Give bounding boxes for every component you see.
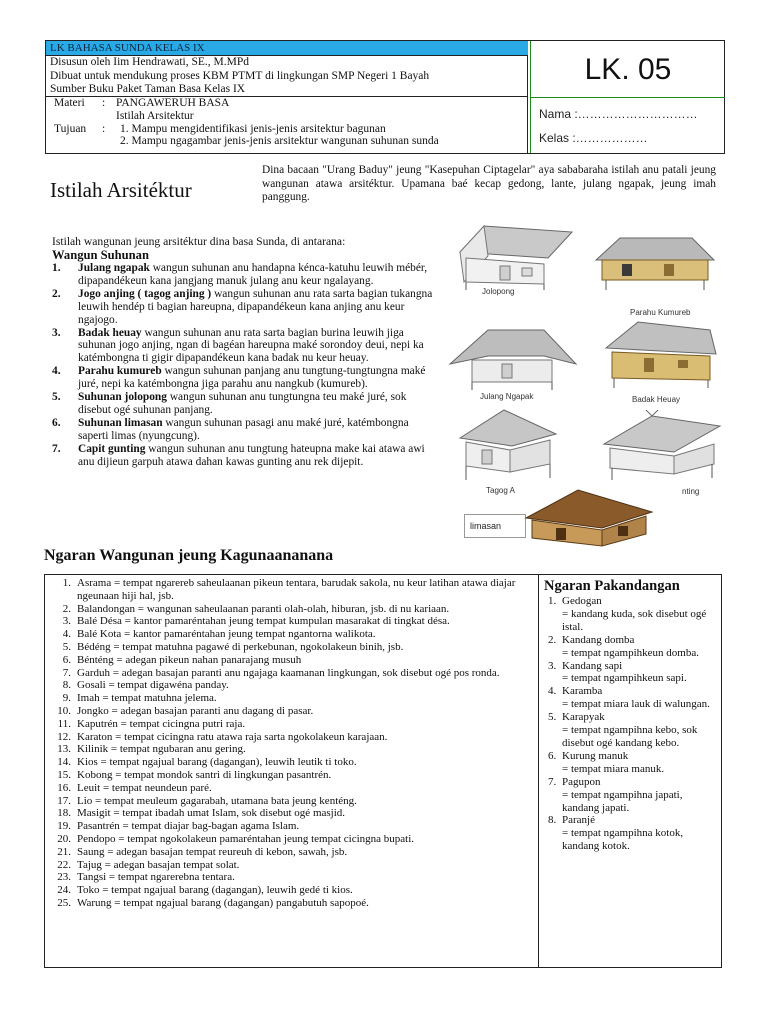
list-item: 2. Kandang domba = tempat ngampihkeun domba. bbox=[548, 633, 699, 659]
section-title: Istilah Arsitéktur bbox=[50, 178, 192, 202]
class-field: Kelas :……………… bbox=[539, 131, 648, 145]
intro-paragraph: Dina bacaan "Urang Baduy" jeung "Kasepuhan Ciptagelar" aya sababaraha istilah anu patali jeung wangunan atawa arsitéktur. Upamana baé kecap gedong, lante, julang ngapak, jeung imah panggung. bbox=[262, 164, 716, 203]
list-item: 19. Pasantrén = tempat diajar bag-bagan agama Islam. bbox=[57, 820, 300, 833]
list-item: 23. Tangsi = tempat ngarerebna tentara. bbox=[57, 871, 235, 884]
badak-heuay-house-illustration bbox=[598, 318, 722, 392]
limasan-house-illustration bbox=[522, 488, 656, 550]
tujuan-1: 1. Mampu mengidentifikasi jenis-jenis arsitektur bagunan bbox=[120, 122, 386, 135]
worksheet-code: LK. 05 bbox=[584, 53, 672, 86]
list-item: 6. Suhunan limasan wangun suhunan pasagi anu maké juré, katémbongna saperti limas (nyungcung). bbox=[52, 416, 409, 442]
list-item: 25. Warung = tempat ngajual barang (dagangan) pangabutuh sapopoé. bbox=[57, 896, 369, 909]
jolopong-caption: Jolopong bbox=[482, 287, 515, 296]
list-item: 24. Toko = tempat ngajual barang (dagangan), leuwih gedé ti kios. bbox=[57, 884, 353, 897]
list-item: 7. Garduh = adegan basajan paranti anu ngajaga kaamanan lingkungan, sok disebut ogé pos ronda. bbox=[62, 666, 500, 679]
limasan-label-box bbox=[464, 514, 526, 538]
list-item: 15. Kobong = tempat mondok santri di lingkungan pasantrén. bbox=[57, 768, 332, 781]
list-item: 5. Suhunan jolopong wangun suhunan anu tungtungna teu maké juré, sok disebut ogé suhunan panjang. bbox=[52, 391, 407, 416]
parahu-kumureb-house-illustration bbox=[592, 234, 718, 296]
list-item: 5. Karapyak = tempat ngampihna kebo, sok disebut ogé kandang kebo. bbox=[548, 711, 698, 749]
tujuan-colon: : bbox=[102, 122, 106, 135]
purpose-line: Dibuat untuk mendukung proses KBM PTMT di lingkungan SMP Negeri 1 Bayah bbox=[50, 69, 430, 82]
materi-value-2: Istilah Arsitektur bbox=[116, 109, 194, 122]
list-item: 3. Badak heuay wangun suhunan anu rata sarta bagian burina leuwih jiga suhunan jogo anjing, ngan di bagéan hareupna maké sorondoy deui, nepi ka katémbongna ti gigir dipapandékeun kana badak nu keur heuay. bbox=[52, 326, 424, 365]
header-divider bbox=[531, 97, 725, 98]
list-item: 10. Jongko = adegan basajan paranti anu dagang di pasar. bbox=[57, 704, 314, 717]
list-item: 5. Bédéng = tempat matuhna pagawé di perkebunan, ngokolakeun binih, jsb. bbox=[62, 640, 404, 653]
list-item: 2. Balandongan = wangunan saheulaanan paranti olah-olah, hiburan, jsb. di nu kariaan. bbox=[62, 602, 450, 615]
list-item: 1. Gedogan = kandang kuda, sok disebut ogé istal. bbox=[548, 595, 707, 633]
materi-label: Materi bbox=[54, 97, 85, 109]
julang-caption: Julang Ngapak bbox=[480, 392, 534, 401]
buildings-list bbox=[51, 577, 535, 910]
header-id bbox=[530, 41, 724, 153]
list-item: 12. Karaton = tempat cicingna ratu atawa raja sarta ngokolakeun karajaan. bbox=[57, 730, 388, 743]
julang-ngapak-house-illustration bbox=[448, 320, 578, 392]
materi-block bbox=[46, 97, 528, 153]
list-item: 6. Kurung manuk = tempat miara manuk. bbox=[548, 749, 665, 775]
materi-colon: : bbox=[102, 97, 106, 109]
author-line: Disusun oleh Iim Hendrawati, SE., M.MPd bbox=[50, 56, 250, 68]
roof-types-list bbox=[52, 262, 438, 469]
materi-value: PANGAWERUH BASA bbox=[116, 97, 230, 109]
subject-bar: LK BAHASA SUNDA KELAS IX bbox=[46, 41, 528, 55]
author-block bbox=[46, 55, 528, 97]
intro-lead: Istilah wangunan jeung arsitéktur dina basa Sunda, di antarana: bbox=[52, 235, 346, 248]
list-item: 14. Kios = tempat ngajual barang (dagangan), leuwih leutik ti toko. bbox=[57, 756, 357, 769]
list-item: 7. Capit gunting wangun suhunan anu tungtung hateupna make kai atawa awi anu dijieun garpuh atawa dahan kawas gunting anu rek dijepit. bbox=[52, 442, 425, 468]
buildings-table bbox=[44, 574, 722, 968]
parahu-caption: Parahu Kumureb bbox=[630, 308, 691, 317]
list-item: 8. Gosali = tempat digawéna panday. bbox=[62, 679, 229, 692]
list-item: 20. Pendopo = tempat ngokolakeun pamaréntahan jeung tempat cicingna bupati. bbox=[57, 832, 415, 845]
list-item: 3. Kandang sapi = tempat ngampihkeun sapi. bbox=[548, 659, 687, 685]
tujuan-2: 2. Mampu ngagambar jenis-jenis arsitektur wangunan suhunan sunda bbox=[120, 135, 439, 148]
list-item: 13. Kilinik = tempat ngubaran anu gering. bbox=[57, 743, 246, 756]
list-item: 9. Imah = tempat matuhna jelema. bbox=[62, 692, 217, 705]
list-item: 1. Asrama = tempat ngarereb saheulaanan pikeun tentara, barudak sakola, nu keur latihan atawa diajar ngeunaan hiji hal, jsb. bbox=[62, 577, 516, 602]
list-item: 1. Julang ngapak wangun suhunan anu handapna kénca-katuhu leuwih mébér, dipapandékeun kana jangjang manuk julang anu keur ngalayang. bbox=[52, 262, 428, 287]
tagog-caption: Tagog A bbox=[486, 486, 515, 495]
tujuan-label: Tujuan bbox=[54, 122, 87, 135]
badak-caption: Badak Heuay bbox=[632, 395, 681, 404]
list-item: 2. Jogo anjing ( tagog anjing ) wangun suhunan anu rata sarta bagian tukangna leuwih hendép ti bagian hareupna, dipapandékeun kana anjing anu keur ngajogo. bbox=[52, 287, 433, 326]
list-item: 21. Saung = adegan basajan tempat reureuh di kebon, sawah, jsb. bbox=[57, 845, 348, 858]
list-item: 6. Bénténg = adegan pikeun nahan panarajang musuh bbox=[62, 653, 302, 666]
list-item: 4. Parahu kumureb wangun suhunan panjang anu tungtung-tungtungna maké juré, nepi ka katémbongna jiga parahu anu nangkub (kumureb). bbox=[52, 365, 426, 391]
buildings-section-title: Ngaran Wangunan jeung Kagunaananana bbox=[44, 547, 334, 564]
pakandangan-list bbox=[544, 595, 720, 853]
pakandangan-title: Ngaran Pakandangan bbox=[544, 578, 680, 594]
list-item: 3. Balé Désa = kantor pamaréntahan jeung tempat kumpulan masarakat di tingkat désa. bbox=[62, 615, 450, 628]
list-item: 22. Tajug = adegan basajan tempat solat. bbox=[57, 858, 240, 871]
list-item: 4. Karamba = tempat miara lauk di walungan. bbox=[548, 685, 710, 711]
subsection-title: Wangun Suhunan bbox=[52, 248, 149, 262]
list-item: 11. Kaputrén = tempat cicingna putri raja. bbox=[57, 717, 246, 730]
name-field: Nama :………………………… bbox=[539, 107, 698, 121]
header-info bbox=[46, 41, 528, 153]
limasan-caption: limasan bbox=[470, 521, 502, 531]
list-item: 18. Masigit = tempat ibadah umat Islam, sok disebut ogé masjid. bbox=[57, 807, 346, 820]
tagog-anjing-house-illustration bbox=[452, 404, 562, 486]
list-item: 8. Paranjé = tempat ngampihna kotok, kandang kotok. bbox=[548, 814, 684, 853]
list-item: 16. Leuit = tempat neundeun paré. bbox=[57, 781, 212, 794]
jolopong-house-illustration bbox=[444, 220, 584, 292]
source-line: Sumber Buku Paket Taman Basa Kelas IX bbox=[50, 83, 246, 96]
capit-caption: nting bbox=[682, 487, 700, 496]
capit-gunting-house-illustration bbox=[598, 410, 722, 484]
worksheet-header bbox=[45, 40, 725, 154]
list-item: 7. Pagupon = tempat ngampihna japati, kandang japati. bbox=[548, 775, 683, 814]
column-divider bbox=[538, 575, 539, 967]
list-item: 17. Lio = tempat meuleum gagarabah, utamana bata jeung kenténg. bbox=[57, 794, 357, 807]
list-item: 4. Balé Kota = kantor pamaréntahan jeung tempat ngantorna walikota. bbox=[62, 628, 376, 641]
